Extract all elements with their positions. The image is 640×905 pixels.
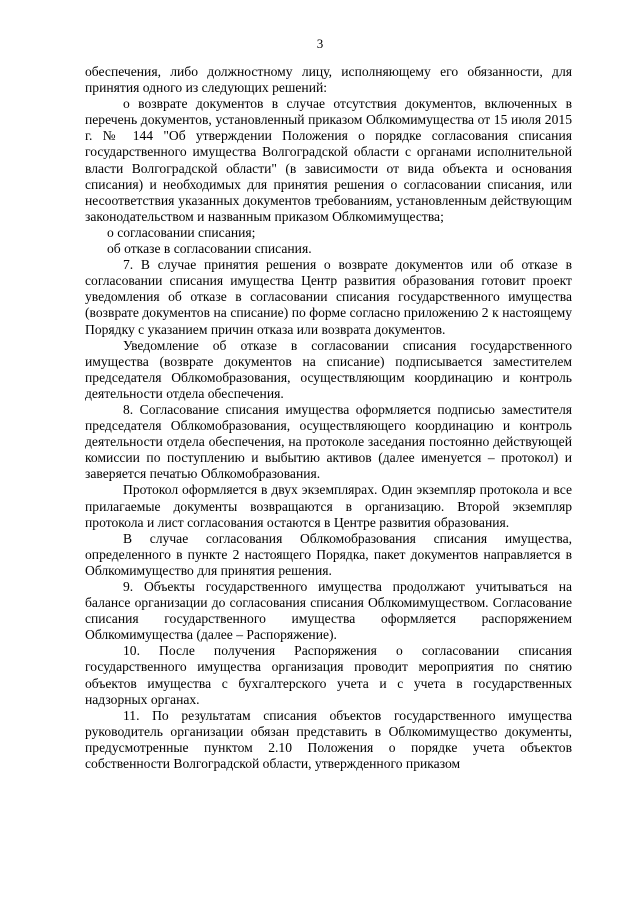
paragraph-forwarding: В случае согласования Облкомобразования списания имущества, определенного в пункте 2 настоящего Порядка, пакет документов направляется в Облкомимущество для принятия решения. bbox=[85, 530, 572, 578]
paragraph-refusal-option: об отказе в согласовании списания. bbox=[107, 241, 312, 257]
paragraph-continuation: обеспечения, либо должностному лицу, исполняющему его обязанности, для принятия одного из следующих решений: bbox=[85, 64, 572, 96]
paragraph-item-7: 7. В случае принятия решения о возврате документов или об отказе в согласовании списания имущества Центр развития образования готовит проект уведомления об отказе в согласовании списания государственного имущества (возврате документов на списание) по форме согласно приложению 2 к настоящему Порядку с указанием причин отказа или возврата документов. bbox=[85, 257, 572, 337]
document-body bbox=[85, 64, 572, 772]
paragraph-item-10: 10. После получения Распоряжения о согласовании списания государственного имущества организация проводит мероприятия по снятию объектов имущества с бухгалтерского учета и с учета в государственных надзорных органах. bbox=[85, 643, 572, 707]
page-number: 3 bbox=[316, 36, 324, 51]
paragraph-notification: Уведомление об отказе в согласовании списания государственного имущества (возврате документов на списание) подписывается заместителем председателя Облкомобразования, осуществляющим координацию и контроль деятельности отдела обеспечения. bbox=[85, 337, 572, 401]
paragraph-item-11: 11. По результатам списания объектов государственного имущества руководитель организации обязан представить в Облкомимущество документы, предусмотренные пунктом 2.10 Положения о порядке учета объектов собственности Волгоградской области, утвержденного приказом bbox=[85, 707, 572, 772]
paragraph-item-9: 9. Объекты государственного имущества продолжают учитываться на балансе организации до согласования списания Облкомимуществом. Согласование списания государственного имущества оформляется распоряжением Облкомимущества (далее – Распоряжение). bbox=[85, 579, 572, 643]
paragraph-return-documents: о возврате документов в случае отсутствия документов, включенных в перечень документов, установленный приказом Облкомимущества от 15 июля 2015 г. № 144 "Об утверждении Положения о порядке согласования списания государственного имущества Волгоградской области с органами исполнительной власти Волгоградской области" (в зависимости от вида объекта и основания списания) и необходимых для принятия решения о согласовании списания, или несоответствия указанных документов требованиям, установленным действующим законодательством и названным приказом Облкомимущества; bbox=[85, 96, 572, 224]
paragraph-protocol-copies: Протокол оформляется в двух экземплярах. Один экземпляр протокола и все прилагаемые документы возвращаются в организацию. Второй экземпляр протокола и лист согласования остаются в Центре развития образования. bbox=[85, 482, 572, 530]
paragraph-item-8: 8. Согласование списания имущества оформляется подписью заместителя председателя Облкомобразования, осуществляющего координацию и контроль деятельности отдела обеспечения, на протоколе заседания постоянно действующей комиссии по поступлению и выбытию активов (далее именуется – протокол) и заверяется печатью Облкомобразования. bbox=[85, 401, 572, 482]
paragraph-approval-option: о согласовании списания; bbox=[107, 224, 256, 240]
